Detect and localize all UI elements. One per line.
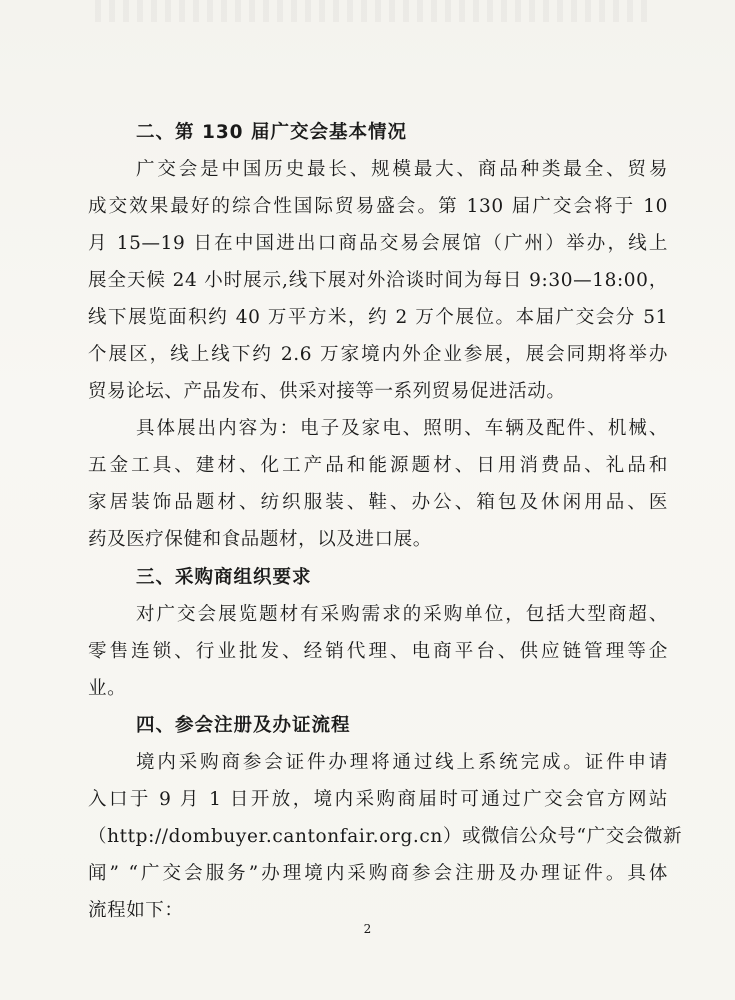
paragraph-line: 零售连锁、行业批发、经销代理、电商平台、供应链管理等企 xyxy=(88,641,668,662)
section-heading: 二、第 130 届广交会基本情况 xyxy=(136,122,407,143)
paragraph xyxy=(88,744,683,929)
paragraph-line: 家居装饰品题材、纺织服装、鞋、办公、箱包及休闲用品、医 xyxy=(88,492,668,513)
paragraph-line: 广交会是中国历史最长、规模最大、商品种类最全、贸易 xyxy=(136,159,668,180)
section-heading: 四、参会注册及办证流程 xyxy=(136,715,351,736)
paragraph-line: 五金工具、建材、化工产品和能源题材、日用消费品、礼品和 xyxy=(88,455,668,476)
section-2 xyxy=(88,114,668,558)
paragraph xyxy=(88,151,668,410)
section-4 xyxy=(88,707,683,929)
page-number: 2 xyxy=(363,922,372,936)
paragraph-line: 具体展出内容为：电子及家电、照明、车辆及配件、机械、 xyxy=(136,418,668,439)
paragraph-line: 贸易论坛、产品发布、供采对接等一系列贸易促进活动。 xyxy=(88,381,566,402)
paragraph-line: 药及医疗保健和食品题材，以及进口展。 xyxy=(88,529,432,550)
paragraph-line: 线下展览面积约 40 万平方米，约 2 万个展位。本届广交会分 51 xyxy=(88,307,668,328)
paragraph-line: 业。 xyxy=(88,678,127,699)
paragraph-line: 对广交会展览题材有采购需求的采购单位，包括大型商超、 xyxy=(136,604,668,625)
paragraph-line: （http://dombuyer.cantonfair.org.cn）或微信公众号“广交会微新 xyxy=(88,826,683,847)
paragraph xyxy=(88,596,668,707)
scan-artifact xyxy=(95,0,655,22)
paragraph-line: 闻” “广交会服务”办理境内采购商参会注册及办理证件。具体 xyxy=(88,863,668,884)
section-heading: 三、采购商组织要求 xyxy=(136,567,312,588)
paragraph-line: 境内采购商参会证件办理将通过线上系统完成。证件申请 xyxy=(136,752,668,773)
paragraph-line: 成交效果最好的综合性国际贸易盛会。第 130 届广交会将于 10 xyxy=(88,196,668,217)
section-3 xyxy=(88,559,668,707)
paragraph-line: 展全天候 24 小时展示,线下展对外洽谈时间为每日 9:30—18:00， xyxy=(88,270,668,291)
paragraph-line: 入口于 9 月 1 日开放，境内采购商届时可通过广交会官方网站 xyxy=(88,789,668,810)
paragraph-line: 流程如下： xyxy=(88,900,184,921)
paragraph xyxy=(88,410,668,558)
paragraph-line: 个展区，线上线下约 2.6 万家境内外企业参展，展会同期将举办 xyxy=(88,344,668,365)
paragraph-line: 月 15—19 日在中国进出口商品交易会展馆（广州）举办，线上 xyxy=(88,233,668,254)
